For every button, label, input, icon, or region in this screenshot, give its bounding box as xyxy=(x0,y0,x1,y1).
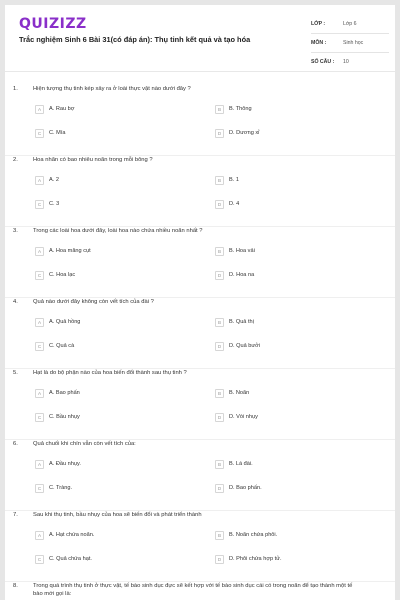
option-a[interactable] xyxy=(35,458,195,470)
option-letter-box: C xyxy=(35,271,44,280)
quizizz-logo: QUIZIZZ xyxy=(19,16,87,32)
option-letter-box: B xyxy=(215,460,224,469)
option-c[interactable] xyxy=(35,127,195,139)
option-letter-box: D xyxy=(215,342,224,351)
question-text: Quả chuối khi chín vẫn còn vết tích của: xyxy=(33,441,136,447)
option-letter-box: A xyxy=(35,105,44,114)
option-d[interactable] xyxy=(215,482,375,494)
option-letter-box: A xyxy=(35,247,44,256)
question-text: Hiện tượng thụ tinh kép xảy ra ở loài thực vật nào dưới đây ? xyxy=(33,86,191,92)
option-text: C. Tràng. xyxy=(49,485,73,491)
option-text: D. Hoa na xyxy=(229,272,255,278)
option-a[interactable] xyxy=(35,316,195,328)
option-letter-box: D xyxy=(215,129,224,138)
option-text: A. 2 xyxy=(49,177,59,183)
option-text: B. Lá đài. xyxy=(229,461,253,467)
question-5 xyxy=(5,369,395,440)
option-a[interactable] xyxy=(35,103,195,115)
option-c[interactable] xyxy=(35,198,195,210)
option-b[interactable] xyxy=(215,245,375,257)
option-b[interactable] xyxy=(215,174,375,186)
option-letter-box: C xyxy=(35,342,44,351)
meta-row-grade xyxy=(311,15,389,34)
question-6 xyxy=(5,440,395,511)
option-text: A. Rau bợ xyxy=(49,106,75,112)
question-text: Trong quá trình thụ tinh ở thực vật, tế bào sinh dục đực sẽ kết hợp với tế bào sinh dục cái có trong noãn để tạo thành một tế bào mới gọi là: xyxy=(33,583,353,597)
option-letter-box: B xyxy=(215,247,224,256)
option-letter-box: A xyxy=(35,460,44,469)
option-a[interactable] xyxy=(35,529,195,541)
option-a[interactable] xyxy=(35,387,195,399)
option-b[interactable] xyxy=(215,529,375,541)
meta-value: Sinh học xyxy=(343,40,364,46)
meta-row-subject xyxy=(311,34,389,53)
meta-value: 10 xyxy=(343,59,349,65)
option-letter-box: B xyxy=(215,318,224,327)
question-list xyxy=(5,85,395,600)
option-letter-box: B xyxy=(215,531,224,540)
option-letter-box: A xyxy=(35,389,44,398)
option-letter-box: C xyxy=(35,555,44,564)
question-number: 3. xyxy=(13,228,18,234)
option-d[interactable] xyxy=(215,411,375,423)
question-4 xyxy=(5,298,395,369)
option-letter-box: D xyxy=(215,200,224,209)
option-d[interactable] xyxy=(215,553,375,565)
question-text: Hạt là do bộ phận nào của hoa biến đổi thành sau thụ tinh ? xyxy=(33,370,187,376)
header-divider xyxy=(5,71,395,72)
option-letter-box: A xyxy=(35,531,44,540)
question-3 xyxy=(5,227,395,298)
option-text: D. 4 xyxy=(229,201,240,207)
option-a[interactable] xyxy=(35,174,195,186)
option-text: D. Phôi chứa hợp tử. xyxy=(229,556,282,562)
option-letter-box: B xyxy=(215,105,224,114)
option-c[interactable] xyxy=(35,411,195,423)
meta-row-question-count xyxy=(311,53,389,72)
option-text: B. Thông xyxy=(229,106,252,112)
option-b[interactable] xyxy=(215,103,375,115)
option-a[interactable] xyxy=(35,245,195,257)
option-text: C. Quả chứa hạt. xyxy=(49,556,92,562)
option-text: B. 1 xyxy=(229,177,239,183)
meta-value: Lớp 6 xyxy=(343,21,357,27)
option-text: C. Quả cà xyxy=(49,343,75,349)
option-text: B. Quả thị xyxy=(229,319,254,325)
option-text: D. Bao phấn. xyxy=(229,485,262,491)
option-text: B. Noãn xyxy=(229,390,250,396)
option-c[interactable] xyxy=(35,553,195,565)
question-1 xyxy=(5,85,395,156)
question-number: 8. xyxy=(13,583,18,589)
option-d[interactable] xyxy=(215,127,375,139)
option-text: C. 3 xyxy=(49,201,60,207)
option-text: C. Hoa lạc xyxy=(49,272,76,278)
option-letter-box: A xyxy=(35,176,44,185)
option-text: D. Dương xỉ xyxy=(229,130,260,136)
meta-key: MÔN : xyxy=(311,40,327,46)
option-text: D. Vòi nhụy xyxy=(229,414,258,420)
option-text: A. Hạt chứa noãn. xyxy=(49,532,95,538)
option-letter-box: B xyxy=(215,389,224,398)
meta-key: SỐ CÂU : xyxy=(311,59,335,65)
option-text: C. Bầu nhụy xyxy=(49,414,80,420)
question-7 xyxy=(5,511,395,582)
option-d[interactable] xyxy=(215,198,375,210)
option-c[interactable] xyxy=(35,482,195,494)
option-letter-box: C xyxy=(35,200,44,209)
option-b[interactable] xyxy=(215,387,375,399)
option-letter-box: D xyxy=(215,413,224,422)
option-letter-box: C xyxy=(35,484,44,493)
worksheet-meta xyxy=(311,15,389,72)
option-text: A. Hoa măng cụt xyxy=(49,248,91,254)
question-2 xyxy=(5,156,395,227)
option-b[interactable] xyxy=(215,316,375,328)
option-letter-box: D xyxy=(215,484,224,493)
option-text: A. Bao phấn xyxy=(49,390,80,396)
worksheet-header xyxy=(5,5,395,65)
question-text: Sau khi thụ tinh, bầu nhụy của hoa sẽ biến đổi và phát triển thành xyxy=(33,512,202,518)
question-text: Trong các loài hoa dưới đây, loài hoa nào chứa nhiều noãn nhất ? xyxy=(33,228,203,234)
question-number: 7. xyxy=(13,512,18,518)
question-number: 2. xyxy=(13,157,18,163)
option-letter-box: B xyxy=(215,176,224,185)
meta-key: LỚP : xyxy=(311,21,326,27)
option-text: D. Quả bưởi xyxy=(229,343,261,349)
option-letter-box: D xyxy=(215,271,224,280)
question-8 xyxy=(5,582,395,600)
question-number: 1. xyxy=(13,86,18,92)
option-text: A. Đầu nhụy. xyxy=(49,461,81,467)
option-text: B. Hoa vải xyxy=(229,248,255,254)
option-b[interactable] xyxy=(215,458,375,470)
question-text: Quả nào dưới đây không còn vết tích của đài ? xyxy=(33,299,154,305)
option-d[interactable] xyxy=(215,340,375,352)
option-letter-box: D xyxy=(215,555,224,564)
question-number: 6. xyxy=(13,441,18,447)
option-letter-box: C xyxy=(35,129,44,138)
option-letter-box: A xyxy=(35,318,44,327)
option-c[interactable] xyxy=(35,340,195,352)
question-number: 4. xyxy=(13,299,18,305)
option-text: C. Mía xyxy=(49,130,66,136)
worksheet-page xyxy=(5,5,395,600)
option-text: A. Quả hồng xyxy=(49,319,81,325)
option-d[interactable] xyxy=(215,269,375,281)
question-number: 5. xyxy=(13,370,18,376)
option-text: B. Noãn chứa phôi. xyxy=(229,532,278,538)
option-letter-box: C xyxy=(35,413,44,422)
question-text: Hoa nhãn có bao nhiêu noãn trong mỗi bông ? xyxy=(33,157,153,163)
worksheet-title: Trắc nghiệm Sinh 6 Bài 31(có đáp án): Thụ tinh kết quả và tạo hóa xyxy=(19,35,251,44)
option-c[interactable] xyxy=(35,269,195,281)
